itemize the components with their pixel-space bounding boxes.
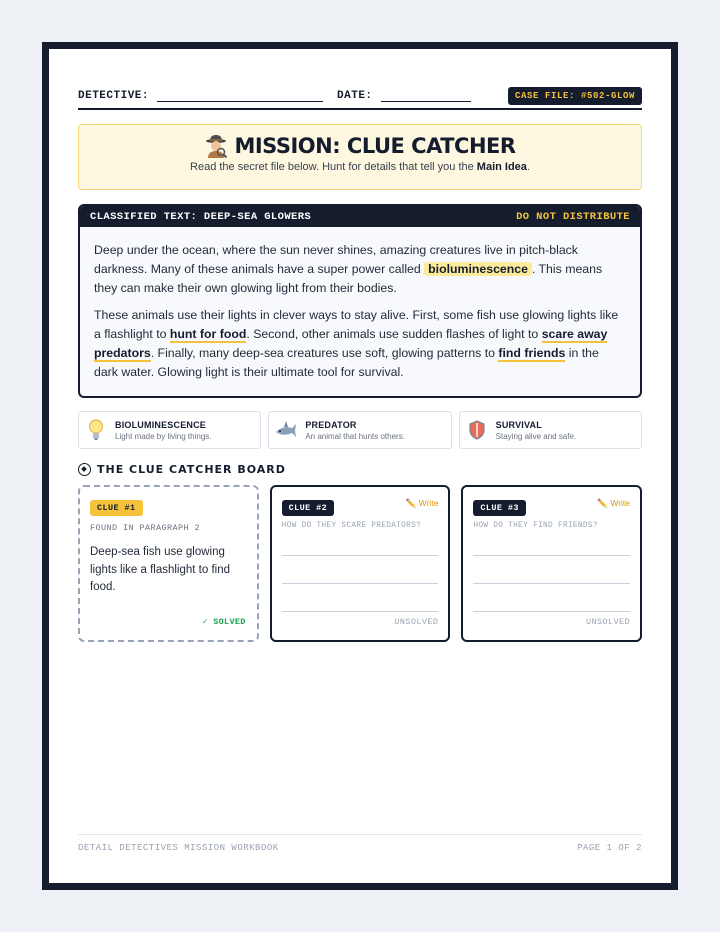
solved-status: ✓ SOLVED xyxy=(202,617,246,627)
case-file-badge: CASE FILE: #502-GLOW xyxy=(508,87,642,105)
clue-question: HOW DO THEY SCARE PREDATORS? xyxy=(281,522,422,530)
worksheet-content xyxy=(78,49,642,883)
write-button[interactable]: ✏️ Write xyxy=(597,498,631,508)
mission-title: MISSION: CLUE CATCHER xyxy=(234,134,516,158)
clue-badge: CLUE #3 xyxy=(473,500,526,516)
detective-name-field[interactable] xyxy=(157,90,323,102)
mission-banner xyxy=(78,124,642,190)
classified-body xyxy=(80,227,640,382)
vocab-card-survival xyxy=(459,411,642,449)
clue-answer: Deep-sea fish use glowing lights like a flashlight to find food. xyxy=(90,546,230,593)
worksheet-page xyxy=(42,42,678,890)
mission-subtitle xyxy=(79,161,641,173)
p1-text-a: Deep under the ocean, where the sun never shines, amazing creatures live in pitch-black darkness. Many of these animals have a super power called xyxy=(94,243,578,276)
classified-title-bar xyxy=(80,206,640,227)
vocab-definition: Light made by living things. xyxy=(115,431,212,441)
header-row xyxy=(78,83,642,109)
paragraph-1 xyxy=(94,241,626,297)
footer xyxy=(78,843,642,853)
unsolved-status: UNSOLVED xyxy=(586,617,631,627)
unsolved-status: UNSOLVED xyxy=(394,617,439,627)
clue-card-3 xyxy=(461,485,642,642)
shield-icon xyxy=(466,419,488,441)
main-idea-emphasis: Main Idea xyxy=(476,161,527,173)
page-number: PAGE 1 OF 2 xyxy=(577,843,642,853)
detective-icon xyxy=(204,134,228,158)
header-divider xyxy=(78,108,642,110)
lightbulb-icon xyxy=(85,419,107,441)
vocabulary-row xyxy=(78,411,642,449)
write-button[interactable]: ✏️ Write xyxy=(405,498,439,508)
answer-line[interactable] xyxy=(282,611,439,612)
clue-source: FOUND IN PARAGRAPH 2 xyxy=(90,523,201,533)
key-detail-scare-away-predators: scare away predators xyxy=(94,327,608,360)
answer-line[interactable] xyxy=(282,583,439,584)
p2-text-b: . Second, other animals use sudden flashes of light to xyxy=(246,327,542,342)
paragraph-2 xyxy=(94,306,626,381)
vocab-card-bioluminescence xyxy=(78,411,261,449)
clue-question: HOW DO THEY FIND FRIENDS? xyxy=(473,522,598,530)
vocab-term: BIOLUMINESCENCE xyxy=(115,419,207,430)
classified-title: CLASSIFIED TEXT: DEEP-SEA GLOWERS xyxy=(90,210,312,223)
footer-divider xyxy=(78,834,642,835)
shark-icon xyxy=(275,419,297,441)
p2-text-a: These animals use their lights in clever ways to stay alive. First, some fish use glowing lights like a flashlight to xyxy=(94,308,619,342)
date-field[interactable] xyxy=(381,90,471,102)
do-not-distribute-label: DO NOT DISTRIBUTE xyxy=(516,210,630,223)
board-title: THE CLUE CATCHER BOARD xyxy=(97,463,286,476)
clue-badge: CLUE #1 xyxy=(90,500,143,516)
p2-text-d: in the dark water. Glowing light is their ultimate tool for survival. xyxy=(94,345,599,379)
classified-text-box xyxy=(78,204,642,398)
key-detail-find-friends: find friends xyxy=(498,345,566,360)
clue-board xyxy=(78,485,642,642)
clue-card-1 xyxy=(78,485,259,642)
p1-text-b: . This means they can make their own glowing light from their bodies. xyxy=(94,261,603,295)
board-heading xyxy=(78,463,286,476)
clue-badge: CLUE #2 xyxy=(282,500,335,516)
vocab-definition: Staying alive and safe. xyxy=(495,431,577,441)
vocab-term: SURVIVAL xyxy=(495,419,542,430)
detective-label: DETECTIVE: xyxy=(78,90,150,102)
vocab-definition: An animal that hunts others. xyxy=(305,431,405,441)
answer-line[interactable] xyxy=(473,555,630,556)
p2-text-c: . Finally, many deep-sea creatures use soft, glowing patterns to xyxy=(150,345,499,360)
workbook-title: DETAIL DETECTIVES MISSION WORKBOOK xyxy=(78,843,279,853)
mission-title-row xyxy=(79,134,641,158)
compass-icon xyxy=(78,463,91,476)
mission-subtitle-text: Read the secret file below. Hunt for details that tell you the xyxy=(190,161,477,173)
date-label: DATE: xyxy=(337,90,373,102)
answer-line[interactable] xyxy=(282,555,439,556)
clue-card-2 xyxy=(270,485,451,642)
vocab-term: PREDATOR xyxy=(305,419,357,430)
vocab-card-predator xyxy=(268,411,451,449)
answer-line[interactable] xyxy=(473,611,630,612)
bioluminescence-highlight: bioluminescence xyxy=(424,262,532,276)
key-detail-hunt-for-food: hunt for food xyxy=(169,327,247,342)
answer-line[interactable] xyxy=(473,583,630,584)
mission-subtitle-end: . xyxy=(526,161,530,173)
